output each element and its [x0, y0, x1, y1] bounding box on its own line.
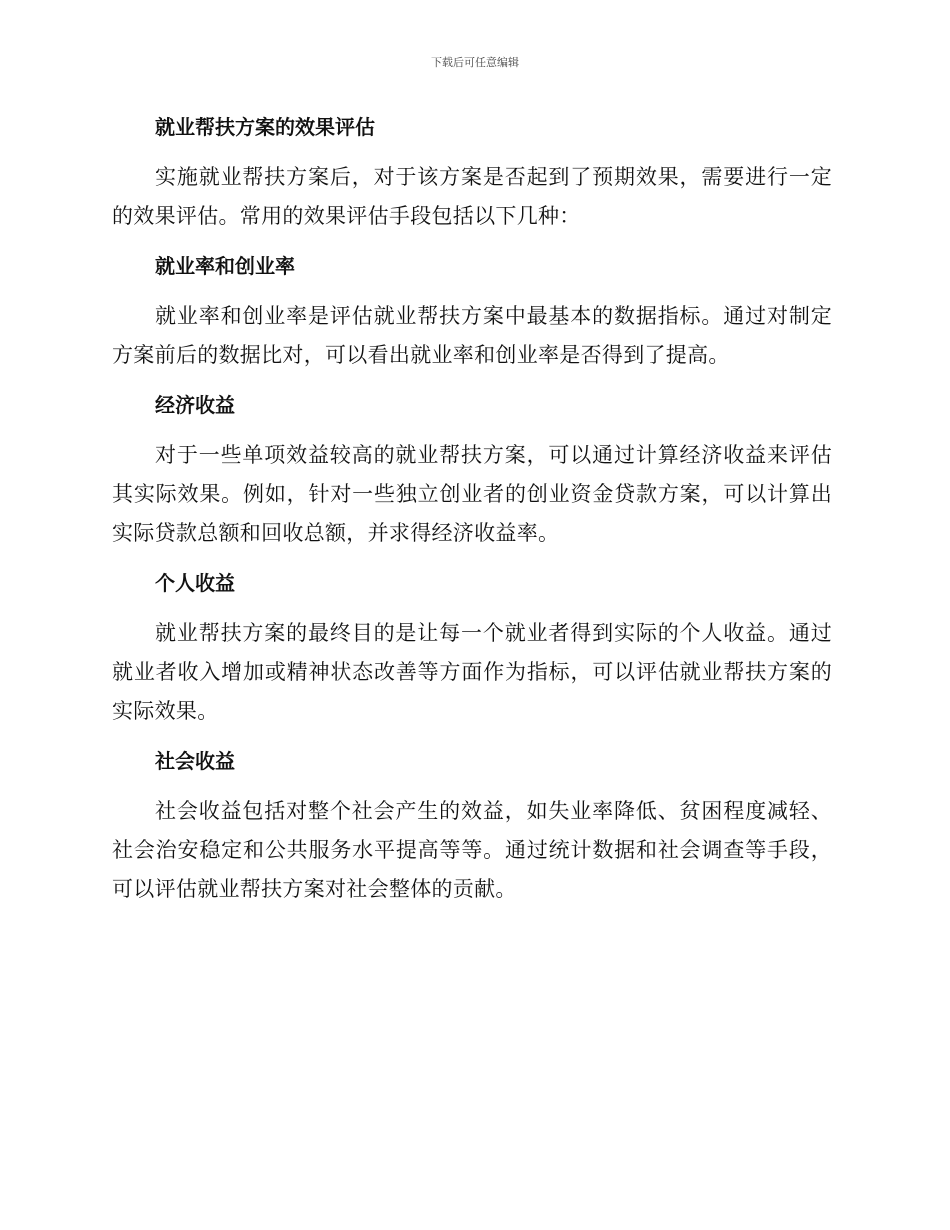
section-paragraph-economic-benefit: 对于一些单项效益较高的就业帮扶方案，可以通过计算经济收益来评估其实际效果。例如，针对一些独立创业者的创业资金贷款方案，可以计算出实际贷款总额和回收总额，并求得经济收益率。	[112, 443, 832, 545]
section-paragraph-effect-evaluation: 实施就业帮扶方案后，对于该方案是否起到了预期效果，需要进行一定的效果评估。常用的效果评估手段包括以下几种：	[112, 165, 832, 228]
section-paragraph-employment-rate: 就业率和创业率是评估就业帮扶方案中最基本的数据指标。通过对制定方案前后的数据比对，可以看出就业率和创业率是否得到了提高。	[112, 304, 832, 367]
section-heading-personal-benefit: 个人收益	[155, 571, 235, 595]
section-heading-social-benefit: 社会收益	[155, 749, 235, 773]
section-paragraph-personal-benefit: 就业帮扶方案的最终目的是让每一个就业者得到实际的个人收益。通过就业者收入增加或精神状态改善等方面作为指标，可以评估就业帮扶方案的实际效果。	[112, 621, 832, 723]
section-heading-economic-benefit: 经济收益	[155, 393, 235, 417]
section-heading-effect-evaluation: 就业帮扶方案的效果评估	[155, 115, 375, 139]
page-header-note: 下载后可任意编辑	[431, 56, 519, 69]
section-heading-employment-rate: 就业率和创业率	[155, 254, 295, 278]
section-paragraph-social-benefit: 社会收益包括对整个社会产生的效益，如失业率降低、贫困程度减轻、社会治安稳定和公共服务水平提高等等。通过统计数据和社会调查等手段，可以评估就业帮扶方案对社会整体的贡献。	[112, 799, 832, 901]
document-body	[112, 110, 832, 909]
